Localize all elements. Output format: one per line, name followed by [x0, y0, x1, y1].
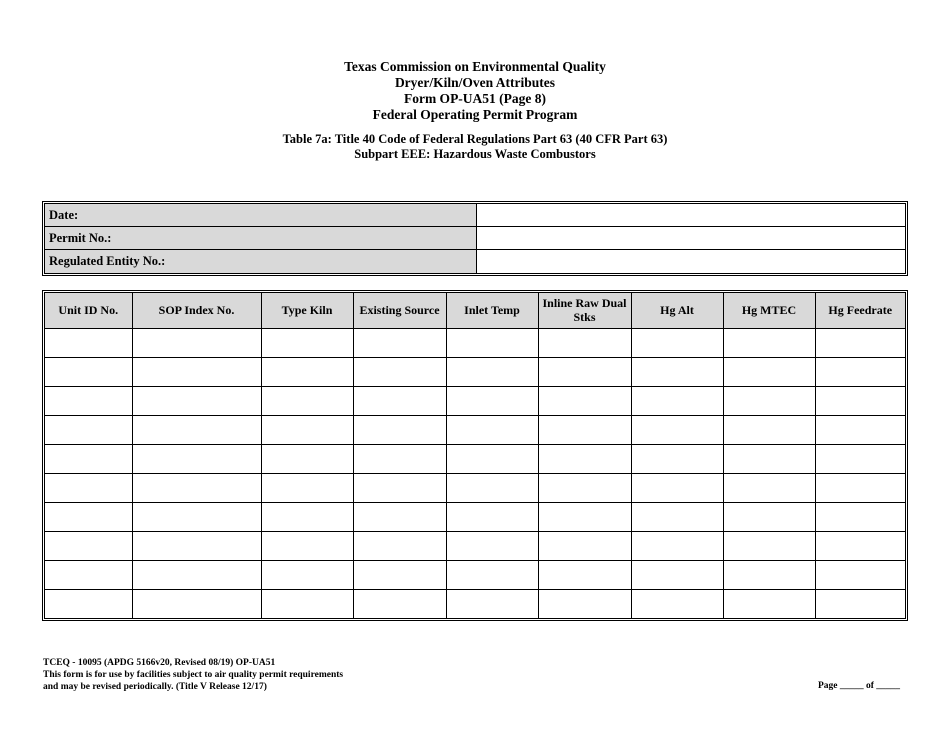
form-number: Form OP-UA51 (Page 8)	[403, 91, 547, 106]
table-cell[interactable]	[132, 386, 261, 415]
table-row	[45, 589, 905, 618]
table-cell[interactable]	[45, 386, 132, 415]
table-row	[45, 328, 905, 357]
table-cell[interactable]	[45, 415, 132, 444]
table-cell[interactable]	[631, 328, 723, 357]
table-cell[interactable]	[446, 444, 538, 473]
column-header: Existing Source	[353, 293, 446, 328]
attributes-table	[42, 290, 908, 621]
table-cell[interactable]	[261, 357, 353, 386]
table-title	[0, 132, 950, 162]
table-cell[interactable]	[261, 444, 353, 473]
table-cell[interactable]	[45, 502, 132, 531]
table-cell[interactable]	[353, 589, 446, 618]
table-cell[interactable]	[631, 386, 723, 415]
table-cell[interactable]	[723, 589, 815, 618]
table-cell[interactable]	[538, 531, 631, 560]
table-row	[45, 502, 905, 531]
table-cell[interactable]	[353, 531, 446, 560]
table-cell[interactable]	[261, 328, 353, 357]
form-revision: TCEQ - 10095 (APDG 5166v20, Revised 08/19) OP-UA51	[43, 658, 276, 668]
table-cell[interactable]	[261, 589, 353, 618]
table-cell[interactable]	[45, 560, 132, 589]
table-row	[45, 386, 905, 415]
table-cell[interactable]	[631, 589, 723, 618]
table-cell[interactable]	[723, 560, 815, 589]
table-cell[interactable]	[631, 560, 723, 589]
table-row	[45, 473, 905, 502]
table-row	[45, 357, 905, 386]
table-cell[interactable]	[132, 328, 261, 357]
table-cell[interactable]	[723, 357, 815, 386]
table-cell[interactable]	[538, 444, 631, 473]
table-row	[45, 560, 905, 589]
table-cell[interactable]	[723, 531, 815, 560]
identification-table	[42, 201, 908, 276]
table-cell[interactable]	[261, 531, 353, 560]
column-header: Hg Alt	[631, 293, 723, 328]
table-cell[interactable]	[538, 473, 631, 502]
table-cell[interactable]	[353, 328, 446, 357]
program-name: Federal Operating Permit Program	[372, 107, 578, 122]
table-cell[interactable]	[132, 560, 261, 589]
table-cell[interactable]	[815, 502, 905, 531]
table-cell[interactable]	[45, 473, 132, 502]
table-cell[interactable]	[723, 473, 815, 502]
table-cell[interactable]	[815, 357, 905, 386]
table-row	[45, 531, 905, 560]
table-cell[interactable]	[132, 473, 261, 502]
table-row	[45, 444, 905, 473]
table-cell[interactable]	[815, 473, 905, 502]
table-cell[interactable]	[815, 531, 905, 560]
table-cell[interactable]	[353, 357, 446, 386]
table-cell[interactable]	[261, 386, 353, 415]
date-label: Date:	[45, 204, 477, 226]
table-cell[interactable]	[538, 415, 631, 444]
table-cell[interactable]	[631, 502, 723, 531]
table-cell[interactable]	[132, 415, 261, 444]
form-subject: Dryer/Kiln/Oven Attributes	[394, 75, 556, 90]
table-cell[interactable]	[631, 444, 723, 473]
table-cell[interactable]	[446, 531, 538, 560]
table-cell[interactable]	[631, 531, 723, 560]
table-cell[interactable]	[353, 502, 446, 531]
column-header: Inlet Temp	[446, 293, 538, 328]
table-cell[interactable]	[353, 560, 446, 589]
column-header: SOP Index No.	[132, 293, 261, 328]
table-cell[interactable]	[723, 415, 815, 444]
column-header: Inline Raw Dual Stks	[538, 293, 631, 328]
entity-field[interactable]	[477, 250, 905, 273]
table-cell[interactable]	[353, 415, 446, 444]
table-title-line2: Subpart EEE: Hazardous Waste Combustors	[354, 147, 596, 161]
table-cell[interactable]	[446, 502, 538, 531]
table-cell[interactable]	[538, 560, 631, 589]
table-cell[interactable]	[815, 386, 905, 415]
page-number: Page _____ of _____	[818, 681, 901, 691]
table-cell[interactable]	[538, 328, 631, 357]
column-header: Hg MTEC	[723, 293, 815, 328]
table-cell[interactable]	[132, 444, 261, 473]
column-header: Hg Feedrate	[815, 293, 905, 328]
table-cell[interactable]	[538, 386, 631, 415]
date-field[interactable]	[477, 204, 905, 226]
table-cell[interactable]	[45, 444, 132, 473]
table-cell[interactable]	[723, 502, 815, 531]
table-cell[interactable]	[45, 328, 132, 357]
table-cell[interactable]	[261, 415, 353, 444]
permit-label: Permit No.:	[45, 227, 477, 249]
permit-field[interactable]	[477, 227, 905, 249]
table-cell[interactable]	[815, 560, 905, 589]
permit-row	[45, 227, 905, 250]
table-cell[interactable]	[45, 357, 132, 386]
column-header: Unit ID No.	[45, 293, 132, 328]
agency-title: Texas Commission on Environmental Quality	[344, 59, 606, 74]
table-title-line1: Table 7a: Title 40 Code of Federal Regulations Part 63 (40 CFR Part 63)	[282, 132, 668, 146]
table-cell[interactable]	[132, 357, 261, 386]
table-cell[interactable]	[353, 473, 446, 502]
table-cell[interactable]	[723, 328, 815, 357]
table-cell[interactable]	[538, 357, 631, 386]
date-row	[45, 204, 905, 227]
form-footer	[43, 657, 343, 693]
form-header	[0, 59, 950, 123]
table-cell[interactable]	[815, 444, 905, 473]
table-cell[interactable]	[723, 444, 815, 473]
table-cell[interactable]	[631, 473, 723, 502]
table-cell[interactable]	[132, 502, 261, 531]
table-cell[interactable]	[45, 589, 132, 618]
table-cell[interactable]	[815, 328, 905, 357]
table-cell[interactable]	[723, 386, 815, 415]
table-cell[interactable]	[631, 415, 723, 444]
table-cell[interactable]	[132, 589, 261, 618]
entity-row	[45, 250, 905, 273]
table-cell[interactable]	[815, 589, 905, 618]
form-usage-note-cont: and may be revised periodically. (Title V Release 12/17)	[43, 682, 267, 692]
table-cell[interactable]	[261, 560, 353, 589]
table-cell[interactable]	[446, 386, 538, 415]
table-cell[interactable]	[261, 502, 353, 531]
table-cell[interactable]	[353, 386, 446, 415]
table-cell[interactable]	[631, 357, 723, 386]
table-cell[interactable]	[446, 415, 538, 444]
table-cell[interactable]	[815, 415, 905, 444]
header-row	[45, 293, 905, 328]
table-cell[interactable]	[261, 473, 353, 502]
table-cell[interactable]	[353, 444, 446, 473]
table-cell[interactable]	[538, 502, 631, 531]
table-cell[interactable]	[446, 560, 538, 589]
table-cell[interactable]	[446, 589, 538, 618]
table-row	[45, 415, 905, 444]
table-cell[interactable]	[446, 328, 538, 357]
column-header: Type Kiln	[261, 293, 353, 328]
form-usage-note: This form is for use by facilities subject to air quality permit requirements	[43, 670, 344, 680]
table-cell[interactable]	[132, 531, 261, 560]
table-cell[interactable]	[446, 473, 538, 502]
table-cell[interactable]	[446, 357, 538, 386]
table-cell[interactable]	[538, 589, 631, 618]
entity-label: Regulated Entity No.:	[45, 250, 477, 273]
table-cell[interactable]	[45, 531, 132, 560]
